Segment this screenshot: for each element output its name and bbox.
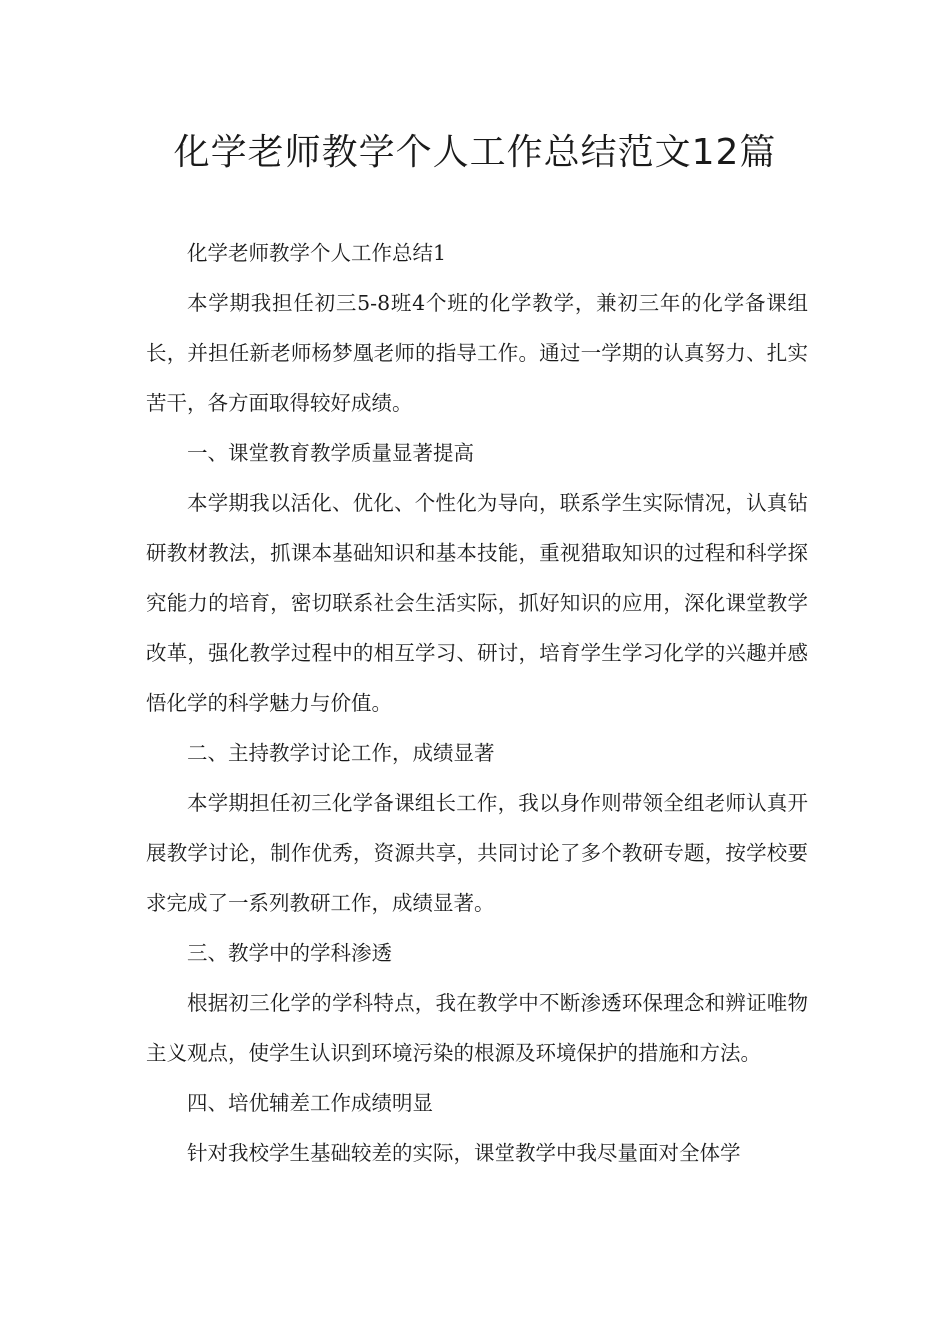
- body-paragraph: 本学期担任初三化学备课组长工作，我以身作则带领全组老师认真开展教学讨论，制作优秀，资源共享，共同讨论了多个教研专题，按学校要求完成了一系列教研工作，成绩显著。: [146, 791, 808, 915]
- section-heading: 四、培优辅差工作成绩明显: [187, 1091, 433, 1115]
- section-heading: 二、主持教学讨论工作，成绩显著: [187, 741, 495, 765]
- document-body: [146, 228, 808, 1178]
- body-paragraph: 本学期我以活化、优化、个性化为导向，联系学生实际情况，认真钻研教材教法，抓课本基础知识和基本技能，重视猎取知识的过程和科学探究能力的培育，密切联系社会生活实际，抓好知识的应用，深化课堂教学改革，强化教学过程中的相互学习、研讨，培育学生学习化学的兴趣并感悟化学的科学魅力与价值。: [146, 491, 808, 715]
- section-heading: 三、教学中的学科渗透: [187, 941, 392, 965]
- document-title: 化学老师教学个人工作总结范文12篇: [173, 132, 777, 173]
- section-heading: 一、课堂教育教学质量显著提高: [187, 441, 474, 465]
- body-paragraph: 根据初三化学的学科特点，我在教学中不断渗透环保理念和辨证唯物主义观点，使学生认识到环境污染的根源及环境保护的措施和方法。: [146, 991, 808, 1065]
- body-paragraph: 本学期我担任初三5-8班4个班的化学教学，兼初三年的化学备课组长，并担任新老师杨梦凰老师的指导工作。通过一学期的认真努力、扎实苦干，各方面取得较好成绩。: [146, 291, 808, 415]
- body-paragraph: 针对我校学生基础较差的实际，课堂教学中我尽量面对全体学: [187, 1141, 741, 1165]
- section-heading: 化学老师教学个人工作总结1: [187, 241, 447, 265]
